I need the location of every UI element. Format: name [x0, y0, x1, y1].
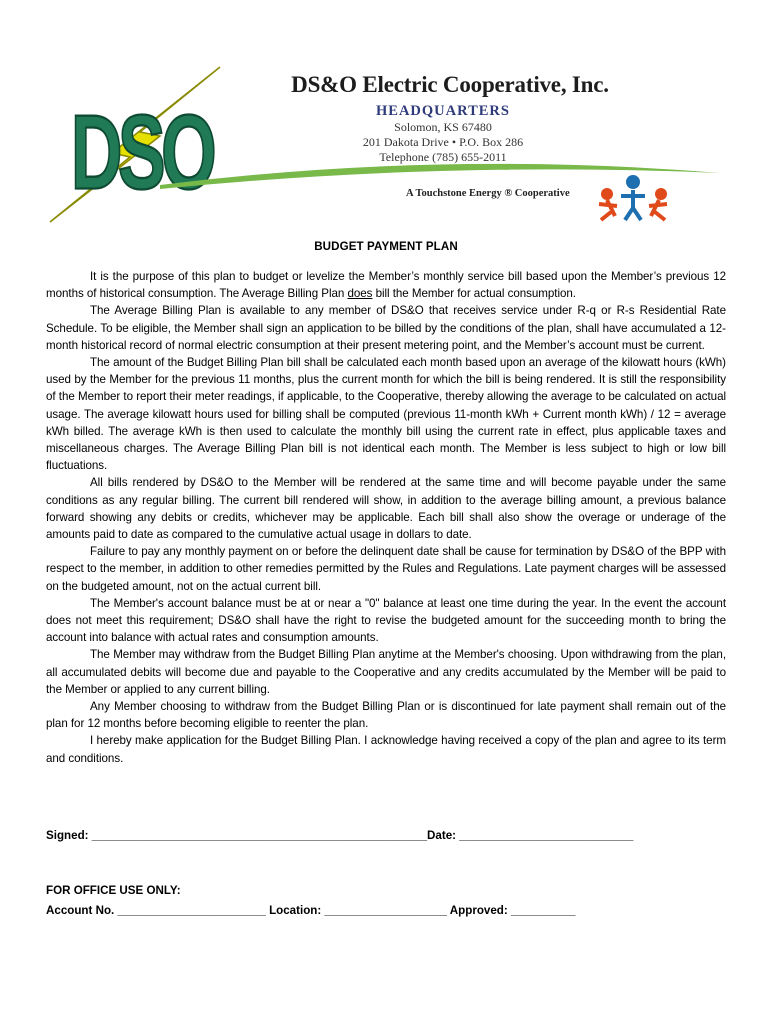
paragraph-2: The Average Billing Plan is available to any member of DS&O that receives service under R-q or R-s Residential Rate Schedule. To be eligible, the Member shall sign an application to be billed by the conditions of the plan, shall have accumulated a 12-month historical record of normal electric consumption at their present metering point, and the Member’s account must be current. [46, 304, 726, 352]
account-field[interactable]: _______________________ [117, 904, 266, 917]
hq-label: HEADQUARTERS [376, 103, 510, 119]
paragraph-1 [46, 268, 726, 302]
org-name: DS&O Electric Cooperative, Inc. [291, 72, 609, 97]
document-title: BUDGET PAYMENT PLAN [314, 240, 458, 253]
tagline: A Touchstone Energy ® Cooperative [406, 188, 570, 199]
paragraph-1-text: It is the purpose of this plan to budget or levelize the Member’s monthly service bill based upon the Member’s previous 12 months of historical consumption. The Average Billing Plan [46, 270, 726, 301]
address-line-1: Solomon, KS 67480 [394, 120, 492, 134]
office-use-heading: FOR OFFICE USE ONLY: [46, 884, 181, 897]
address-line-3: Telephone (785) 655-2011 [379, 150, 507, 164]
paragraph-1-end: bill the Member for actual consumption. [372, 287, 576, 301]
paragraph-3: The amount of the Budget Billing Plan bill shall be calculated each month based upon an average of the kilowatt hours (kWh) used by the Member for the previous 11 months, plus the current month for which the bill is being rendered. It is still the responsibility of the Member to report their meter readings, if applicable, to the Cooperative, thereby allowing the average to be calculated on actual usage. The average kilowatt hours used for billing shall be computed (previous 11-month kWh + Current month kWh) / 12 = average kWh billed. The average kWh is then used to calculate the monthly bill using the current rate in effect, plus applicable taxes and miscellaneous charges. The Average Billing Plan bill is not identical each month. The Member is less subject to high or low bill fluctuations. [46, 356, 726, 473]
office-use-section [46, 881, 575, 921]
approved-field[interactable]: __________ [510, 904, 576, 917]
approved-label: Approved: [449, 904, 508, 917]
touchstone-energy-logo-icon [593, 168, 673, 224]
signature-row [46, 829, 736, 842]
paragraph-9: I hereby make application for the Budget Billing Plan. I acknowledge having received a copy of the plan and agree to its term and conditions. [46, 734, 726, 765]
document-body [46, 240, 726, 767]
date-label: Date: [427, 829, 457, 842]
paragraph-8: Any Member choosing to withdraw from the Budget Billing Plan or is discontinued for late payment shall remain out of the plan for 12 months before becoming eligible to reenter the plan. [46, 700, 726, 731]
location-field[interactable]: ___________________ [324, 904, 447, 917]
paragraph-4: All bills rendered by DS&O to the Member will be rendered at the same time and will become payable under the same conditions as any regular billing. The current bill rendered will show, in addition to the average billing amount, a previous balance forward showing any debits or credits, whichever may be applicable. Each bill shall also show the overage or underage of the amounts paid to date as compared to the cumulative actual usage in dollars to date. [46, 476, 726, 542]
logo-text: DSO [70, 93, 213, 212]
paragraph-7: The Member may withdraw from the Budget Billing Plan anytime at the Member's choosing. Upon withdrawing from the plan, all accumulated debits will become due and payable to the Cooperative and any credits accumulated by the Member will be paid to the Member or applied to any current billing. [46, 648, 726, 696]
address-line-2: 201 Dakota Drive • P.O. Box 286 [362, 135, 524, 149]
paragraph-5: Failure to pay any monthly payment on or before the delinquent date shall be cause for termination by DS&O of the BPP with respect to the member, in addition to other remedies permitted by the Rules and Regulations. Late payment charges will be assessed on the budgeted amount, not on the actual current bill. [46, 545, 726, 593]
paragraph-6: The Member's account balance must be at or near a "0" balance at least one time during the year. In the event the account does not meet this requirement; DS&O shall have the right to revise the budgeted amount for the succeeding month to bring the account into balance with actual rates and consumption amounts. [46, 596, 726, 645]
signed-label: Signed: [46, 829, 89, 842]
signature-field[interactable]: ____________________________________________________ [91, 829, 428, 842]
account-label: Account No. [46, 904, 115, 917]
org-block [290, 72, 610, 165]
date-field[interactable]: ___________________________ [459, 829, 634, 842]
letterhead [0, 0, 770, 230]
location-label: Location: [269, 904, 322, 917]
office-fields-row [46, 901, 575, 921]
does-underlined: does [347, 287, 373, 301]
dso-logo [20, 62, 230, 232]
